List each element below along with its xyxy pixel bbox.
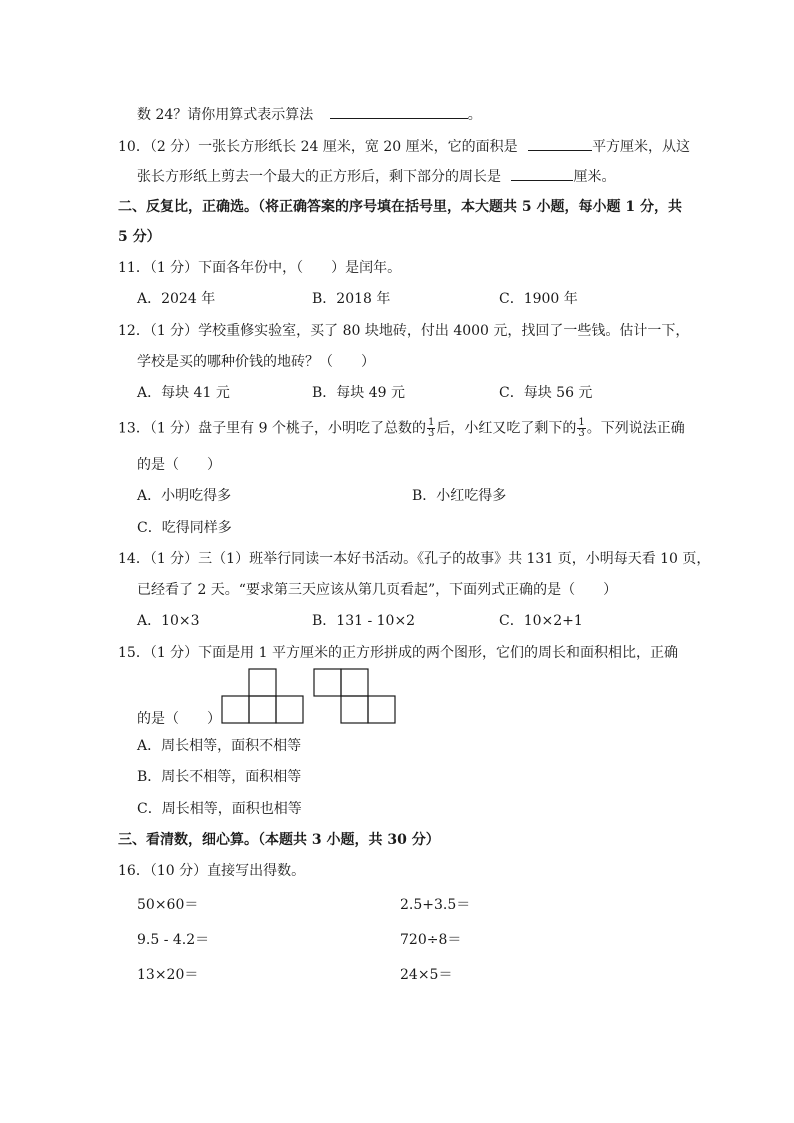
fraction-one-third: $\frac{1}{3}$: [427, 417, 435, 439]
option-a[interactable]: A．小明吃得多: [137, 488, 232, 504]
unit-square: [341, 696, 368, 723]
unit-square: [368, 696, 395, 723]
question-stem: 14．（1 分）三（1）班举行同读一本好书活动。《孔子的故事》共 131 页，小明每天看 10 页，: [118, 551, 711, 567]
calc-item[interactable]: 9.5 - 4.2＝: [137, 932, 210, 948]
option-a[interactable]: A．每块 41 元: [137, 385, 230, 401]
unit-square: [249, 669, 276, 696]
option-a[interactable]: A．10×3: [137, 613, 200, 629]
question-stem: 11．（1 分）下面各年份中，（ ）是闰年。: [118, 260, 402, 276]
unit-square: [276, 696, 303, 723]
question-stem: 16．（10 分）直接写出得数。: [118, 863, 306, 879]
calc-item[interactable]: 2.5+3.5＝: [400, 897, 471, 913]
unit-square: [341, 669, 368, 696]
unit-square: [222, 696, 249, 723]
option-a[interactable]: A．2024 年: [137, 291, 216, 307]
calc-item[interactable]: 13×20＝: [137, 967, 199, 983]
question-stem-cont: 的是（ ）: [137, 457, 221, 473]
calc-item[interactable]: 720÷8＝: [400, 932, 462, 948]
section-heading: 二、反复比，正确选。（将正确答案的序号填在括号里，本大题共 5 小题，每小题 1 分，共: [118, 199, 682, 215]
option-c[interactable]: C．每块 56 元: [499, 385, 593, 401]
option-a[interactable]: A．周长相等，面积不相等: [137, 738, 302, 754]
option-c[interactable]: C．10×2+1: [499, 613, 583, 629]
option-b[interactable]: B．131 - 10×2: [312, 613, 416, 629]
option-b[interactable]: B．每块 49 元: [312, 385, 406, 401]
section-heading-cont: 5 分）: [118, 229, 161, 245]
q9-continuation: 数 24？请你用算式表示算法 。: [137, 103, 482, 125]
question-stem: 13．（1 分）盘子里有 9 个桃子，小明吃了总数的 $\frac{1}{3}$ 后，小红又吃了剩下的 $\frac{1}{3}$ 。下列说法正确: [118, 417, 685, 439]
question-stem-cont: 学校是买的哪种价钱的地砖？（ ）: [137, 354, 375, 370]
option-c[interactable]: C．1900 年: [499, 291, 578, 307]
option-c[interactable]: C．周长相等，面积也相等: [137, 801, 302, 817]
q10-line1: 10．（2 分）一张长方形纸长 24 厘米，宽 20 厘米，它的面积是 平方厘米，从这: [118, 135, 690, 157]
unit-square: [314, 669, 341, 696]
calc-item[interactable]: 50×60＝: [137, 897, 199, 913]
calc-item[interactable]: 24×5＝: [400, 967, 453, 983]
q10-line2: 张长方形纸上剪去一个最大的正方形后，剩下部分的周长是 厘米。: [137, 165, 615, 187]
fraction-one-third: $\frac{1}{3}$: [578, 417, 585, 439]
question-stem-cont: 已经看了 2 天。“要求第三天应该从第几页看起”，下面列式正确的是（ ）: [137, 582, 618, 598]
question-stem: 15．（1 分）下面是用 1 平方厘米的正方形拼成的两个图形，它们的周长和面积相比，正确: [118, 645, 678, 661]
unit-square: [249, 696, 276, 723]
section-heading: 三、看清数，细心算。（本题共 3 小题，共 30 分）: [118, 832, 440, 848]
question-stem-cont: 的是（ ）: [137, 711, 221, 727]
figure-t-shape: [222, 669, 303, 723]
question-stem: 12．（1 分）学校重修实验室，买了 80 块地砖，付出 4000 元，找回了一些钱。估计一下，: [118, 323, 690, 339]
figure-s-shape: [314, 669, 395, 723]
option-b[interactable]: B．小红吃得多: [412, 488, 507, 504]
option-c[interactable]: C．吃得同样多: [137, 520, 232, 536]
option-b[interactable]: B．周长不相等，面积相等: [137, 769, 302, 785]
option-b[interactable]: B．2018 年: [312, 291, 391, 307]
